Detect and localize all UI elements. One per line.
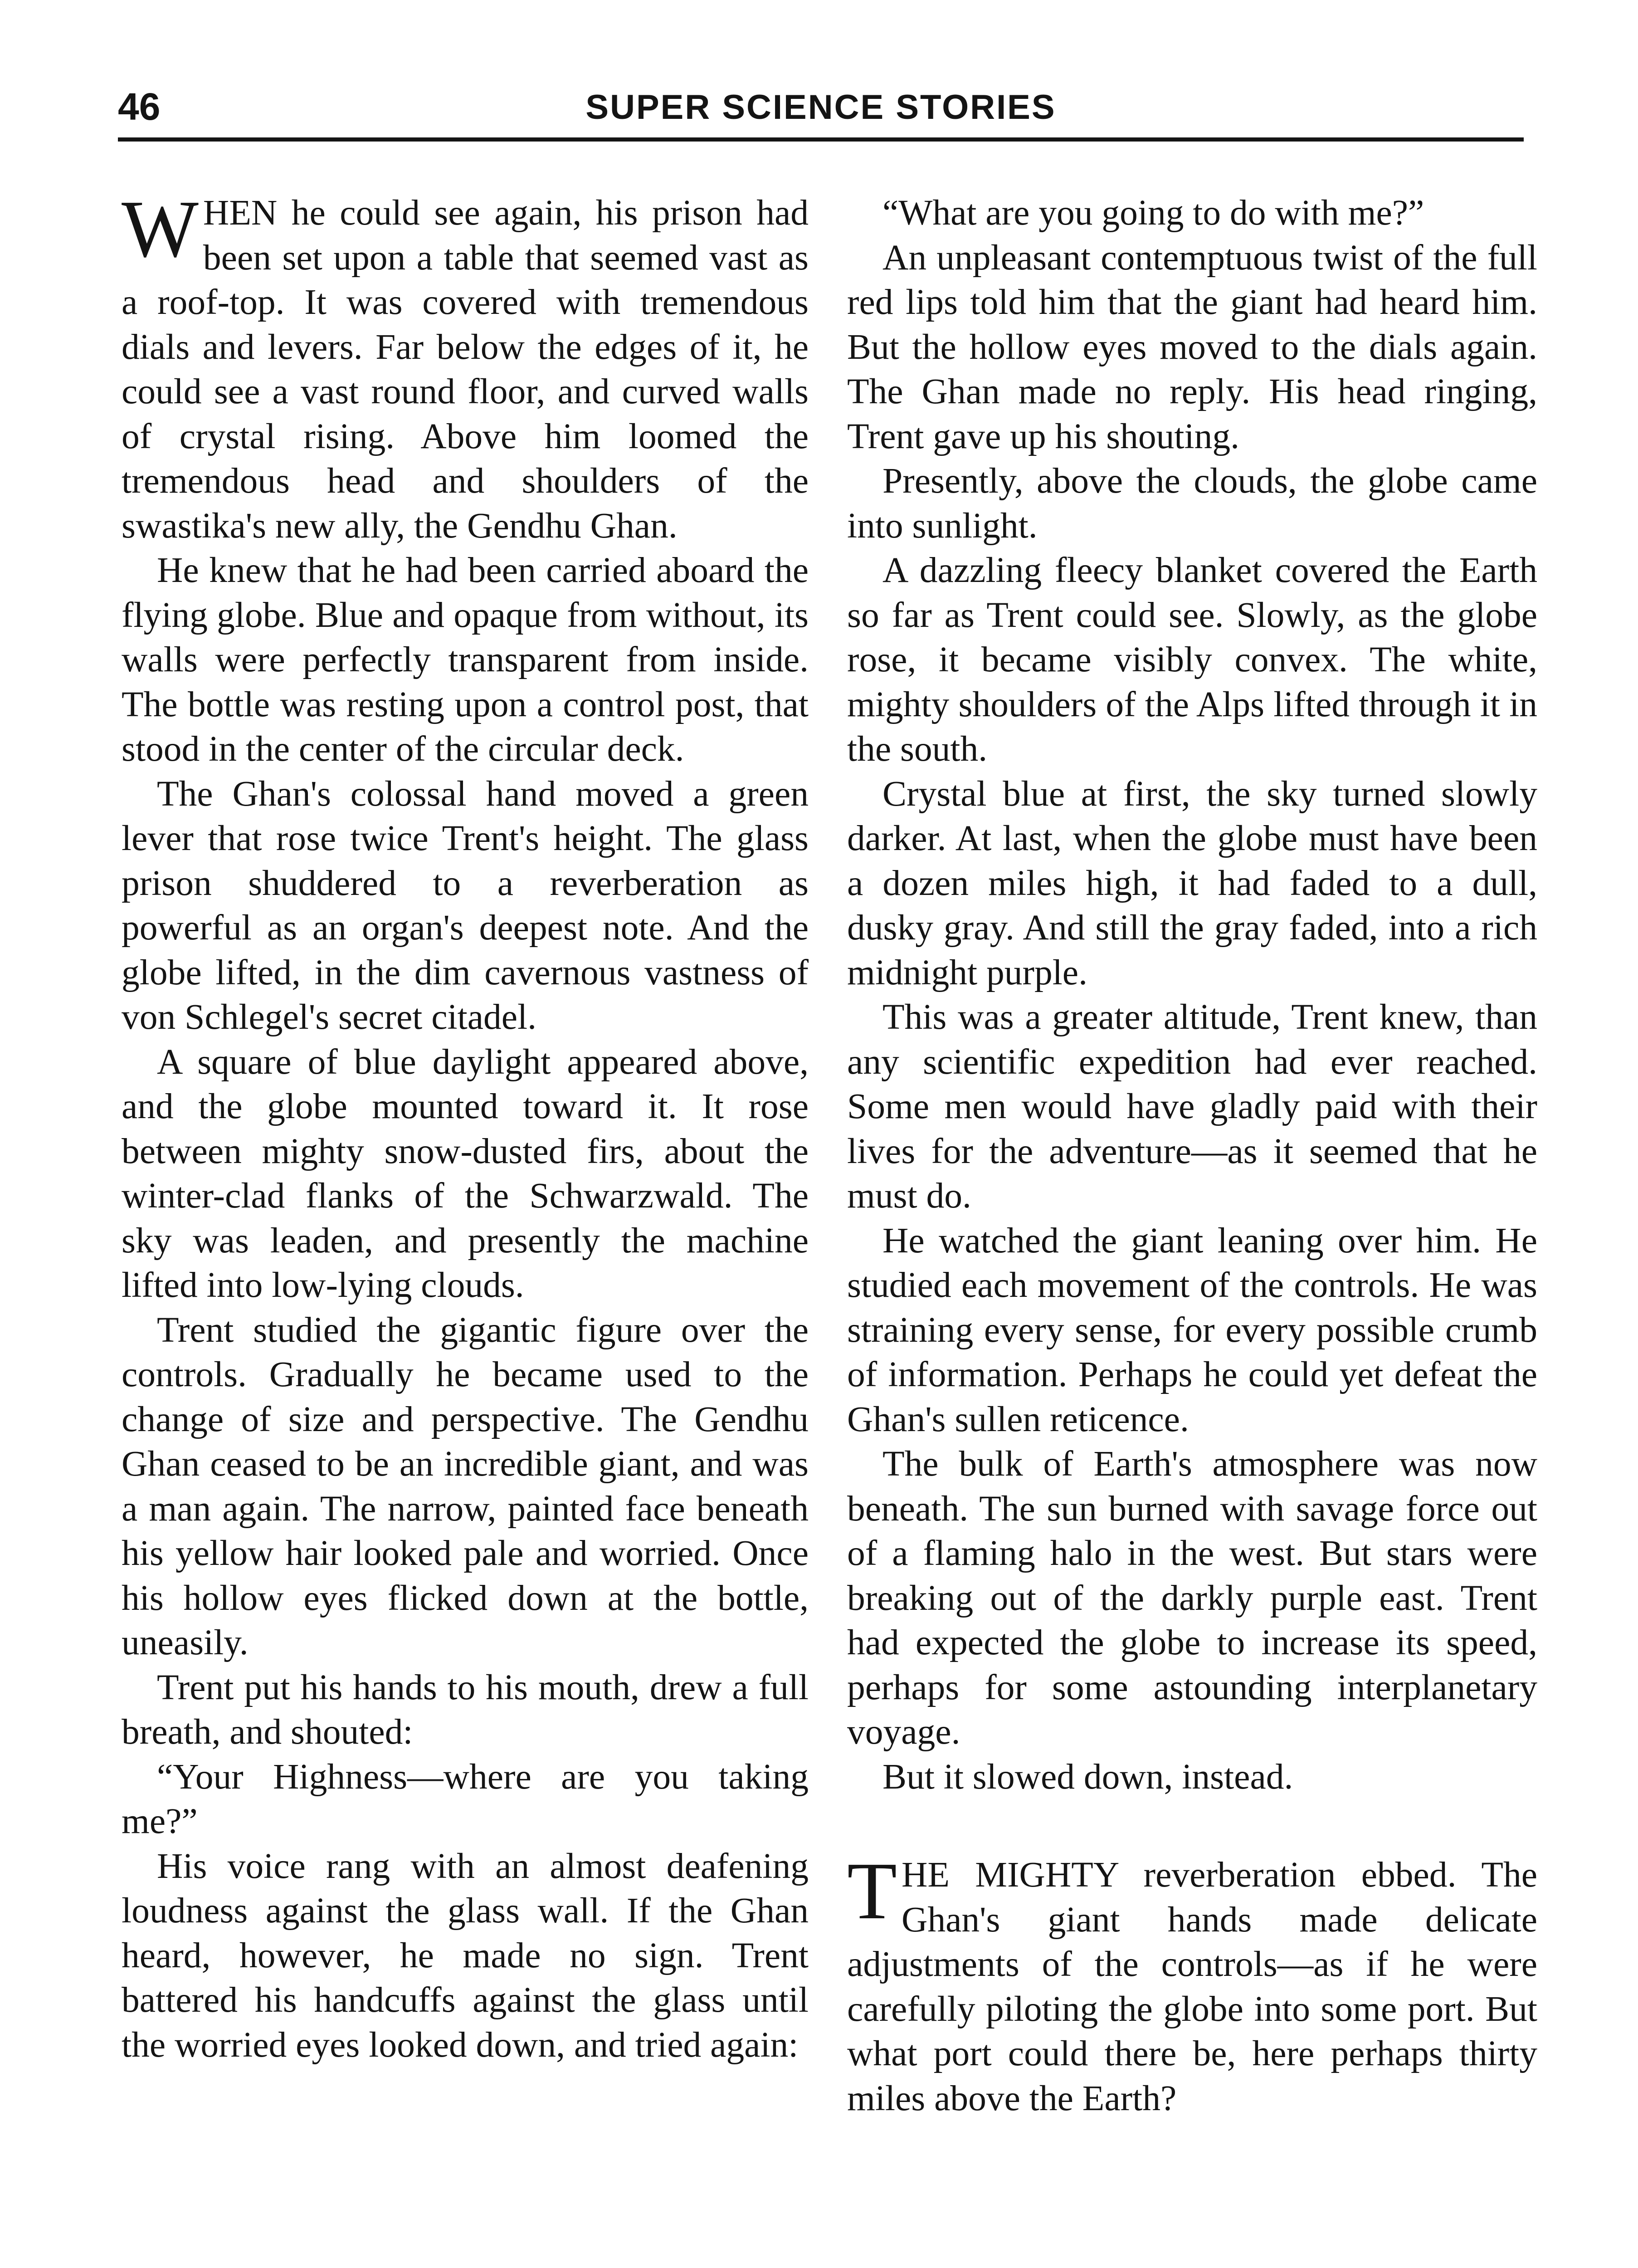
running-title: SUPER SCIENCE STORIES bbox=[585, 88, 1056, 127]
paragraph: “Your Highness—where are you taking me?” bbox=[122, 1756, 809, 1841]
paragraph: A square of blue daylight appeared above, and the globe mounted toward it. It rose between mighty snow-dusted firs, about the winter-clad flanks of the Schwarzwald. The sky was leaden, and presently the machine lifted into low-lying clouds. bbox=[122, 1041, 809, 1305]
paragraph: The bulk of Earth's atmosphere was now beneath. The sun burned with savage force out of a flaming halo in the west. But stars were breaking out of the darkly purple east. Trent had expected the globe to increase its speed, perhaps for some astounding interplanetary voyage. bbox=[847, 1444, 1537, 1752]
paragraph: Crystal blue at first, the sky turned slowly darker. At last, when the globe must have been a dozen miles high, it had faded to a dull, dusky gray. And still the gray faded, into a rich midnight purple. bbox=[847, 773, 1537, 992]
drop-cap: W bbox=[122, 191, 199, 274]
paragraph bbox=[847, 1846, 1537, 2121]
paragraph: An unpleasant contemptuous twist of the full red lips told him that the giant had heard him. But the hollow eyes moved to the dials again. The Ghan made no reply. His head ringing, Trent gave up his shouting. bbox=[847, 237, 1537, 456]
paragraph: But it slowed down, instead. bbox=[882, 1756, 1293, 1797]
paragraph: The Ghan's colossal hand moved a green lever that rose twice Trent's height. The glass prison shuddered to a reverberation as powerful as an organ's deepest note. And the globe lifted, in the dim cavernous vastness of von Schlegel's secret citadel. bbox=[122, 773, 809, 1037]
paragraph-text: HEN he could see again, his prison had been set upon a table that seemed vast as a roof-top. It was covered with tremendous dials and levers. Far below the edges of it, he could see a vast round floor, and curved walls of crystal rising. Above him loomed the tremendous head and shoulders of the swastika's new ally, the Gendhu Ghan. bbox=[122, 193, 809, 546]
paragraph bbox=[122, 191, 809, 548]
paragraph: He knew that he had been carried aboard the flying globe. Blue and opaque from without, its walls were perfectly transparent from inside. The bottle was resting upon a control post, that stood in the center of the circular deck. bbox=[122, 550, 809, 769]
paragraph: His voice rang with an almost deafening loudness against the glass wall. If the Ghan heard, however, he made no sign. Trent battered his handcuffs against the glass until the worried eyes looked down, and tried again: bbox=[122, 1846, 809, 2065]
left-column bbox=[122, 191, 809, 2268]
drop-cap: T bbox=[847, 1846, 897, 1936]
paragraph: Presently, above the clouds, the globe came into sunlight. bbox=[847, 461, 1537, 546]
right-column bbox=[847, 191, 1537, 2268]
paragraph: Trent studied the gigantic figure over the controls. Gradually he became used to the change of size and perspective. The Gendhu Ghan ceased to be an incredible giant, and was a man again. The narrow, painted face beneath his yellow hair looked pale and worried. Once his hollow eyes flicked down at the bottle, uneasily. bbox=[122, 1310, 809, 1662]
paragraph: A dazzling fleecy blanket covered the Earth so far as Trent could see. Slowly, as the globe rose, it became visibly convex. The white, mighty shoulders of the Alps lifted through it in the south. bbox=[847, 550, 1537, 769]
paragraph: He watched the giant leaning over him. He studied each movement of the controls. He was straining every sense, for every possible crumb of information. Perhaps he could yet defeat the Ghan's sullen reticence. bbox=[847, 1220, 1537, 1439]
paragraph: This was a greater altitude, Trent knew, than any scientific expedition had ever reached. Some men would have gladly paid with their lives for the adventure—as it seemed that he must do. bbox=[847, 997, 1537, 1216]
paragraph-text: HE MIGHTY reverberation ebbed. The Ghan's giant hands made delicate adjustments of the controls—as if he were carefully piloting the globe into some port. But what port could there be, here perhaps thirty miles above the Earth? bbox=[847, 1855, 1537, 2118]
page-number: 46 bbox=[118, 85, 161, 128]
running-header bbox=[118, 81, 1524, 142]
section-break bbox=[847, 1799, 1537, 1853]
paragraph: “What are you going to do with me?” bbox=[882, 193, 1424, 233]
paragraph: Trent put his hands to his mouth, drew a full breath, and shouted: bbox=[122, 1667, 809, 1752]
